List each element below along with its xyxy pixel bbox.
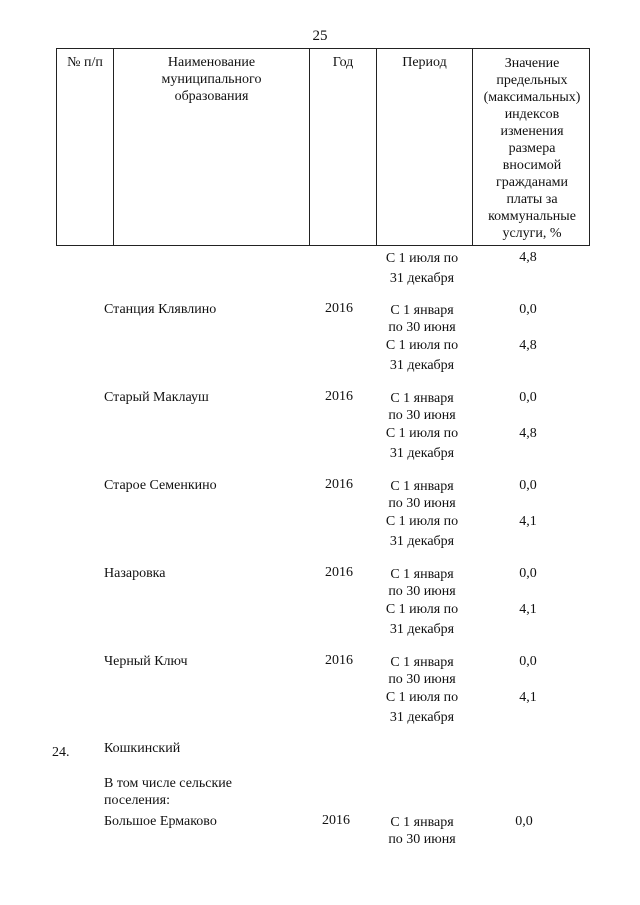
row-year: 2016 <box>325 477 353 492</box>
header-value-line: индексов <box>504 107 560 122</box>
row-name: Старый Маклауш <box>104 390 209 405</box>
continued-value: 4,8 <box>519 250 537 265</box>
row-name: Старое Семенкино <box>104 478 217 493</box>
period-line: С 1 января <box>390 655 454 670</box>
period-line: С 1 июля по <box>385 338 459 353</box>
header-value-line: гражданами <box>495 175 569 190</box>
row-year: 2016 <box>325 301 353 316</box>
header-col-period: Период <box>376 49 472 245</box>
header-value-line: размера <box>508 141 556 156</box>
header-value-line: (максимальных) <box>483 90 581 105</box>
row-name: Большое Ермаково <box>104 814 217 829</box>
period-line: по 30 июня <box>388 408 456 423</box>
header-value-line: Значение <box>504 56 560 71</box>
period-line: С 1 января <box>390 567 454 582</box>
header-value-line: платы за <box>506 192 558 207</box>
header-name-line: Наименование <box>167 55 256 70</box>
row-period-first <box>376 478 468 512</box>
subtitle-line: поселения: <box>104 793 170 808</box>
period-line: 31 декабря <box>389 622 455 637</box>
period-line: 31 декабря <box>389 271 455 286</box>
header-value-line: изменения <box>500 124 564 139</box>
row-period-second <box>376 600 468 640</box>
period-line: по 30 июня <box>388 672 456 687</box>
period-line: 31 декабря <box>389 710 455 725</box>
period-line: С 1 июля по <box>385 514 459 529</box>
row-value-first: 0,0 <box>515 814 533 829</box>
header-col-value <box>472 49 591 245</box>
period-line: С 1 января <box>390 303 454 318</box>
row-year: 2016 <box>322 813 350 828</box>
period-line: по 30 июня <box>388 832 456 847</box>
row-period-first <box>376 566 468 600</box>
row-value-second: 4,1 <box>519 514 537 529</box>
header-name-line: муниципального <box>161 72 262 87</box>
header-col-year: Год <box>309 49 376 245</box>
row-value-first: 0,0 <box>519 478 537 493</box>
row-value-first: 0,0 <box>519 302 537 317</box>
period-line: по 30 июня <box>388 496 456 511</box>
row-value-second: 4,8 <box>519 426 537 441</box>
period-line: С 1 июля по <box>385 251 459 266</box>
district-number: 24. <box>52 745 70 760</box>
row-year: 2016 <box>325 653 353 668</box>
page-number: 25 <box>312 28 328 44</box>
row-value-first: 0,0 <box>519 654 537 669</box>
subtitle-line: В том числе сельские <box>104 776 233 791</box>
row-year: 2016 <box>325 565 353 580</box>
row-name: Станция Клявлино <box>104 302 217 317</box>
period-line: С 1 июля по <box>385 602 459 617</box>
row-period-first <box>376 654 468 688</box>
row-period-second <box>376 424 468 464</box>
period-line: С 1 января <box>390 479 454 494</box>
row-period-second <box>376 688 468 728</box>
period-line: С 1 января <box>390 391 454 406</box>
header-value-line: коммунальные <box>488 209 576 224</box>
row-period-first <box>376 814 468 848</box>
row-period-first <box>376 302 468 336</box>
row-value-first: 0,0 <box>519 390 537 405</box>
period-line: С 1 июля по <box>385 690 459 705</box>
continued-period <box>376 249 468 289</box>
row-value-first: 0,0 <box>519 566 537 581</box>
period-line: по 30 июня <box>388 320 456 335</box>
row-value-second: 4,8 <box>519 338 537 353</box>
district-name: Кошкинский <box>104 741 181 756</box>
row-period-first <box>376 390 468 424</box>
row-name: Черный Ключ <box>104 654 188 669</box>
row-period-second <box>376 512 468 552</box>
row-period-second <box>376 336 468 376</box>
header-col-name <box>113 49 309 245</box>
period-line: 31 декабря <box>389 534 455 549</box>
period-line: 31 декабря <box>389 358 455 373</box>
header-value-line: вносимой <box>502 158 562 173</box>
header-col-number: № п/п <box>67 55 103 70</box>
header-name-line: образования <box>174 89 249 104</box>
header-value-line: услуги, % <box>502 226 562 241</box>
period-line: по 30 июня <box>388 584 456 599</box>
header-value-line: предельных <box>496 73 568 88</box>
table-header <box>56 48 590 246</box>
period-line: 31 декабря <box>389 446 455 461</box>
row-value-second: 4,1 <box>519 602 537 617</box>
district-subtitle <box>104 775 304 809</box>
row-year: 2016 <box>325 389 353 404</box>
period-line: С 1 июля по <box>385 426 459 441</box>
row-name: Назаровка <box>104 566 166 581</box>
row-value-second: 4,1 <box>519 690 537 705</box>
period-line: С 1 января <box>390 815 454 830</box>
